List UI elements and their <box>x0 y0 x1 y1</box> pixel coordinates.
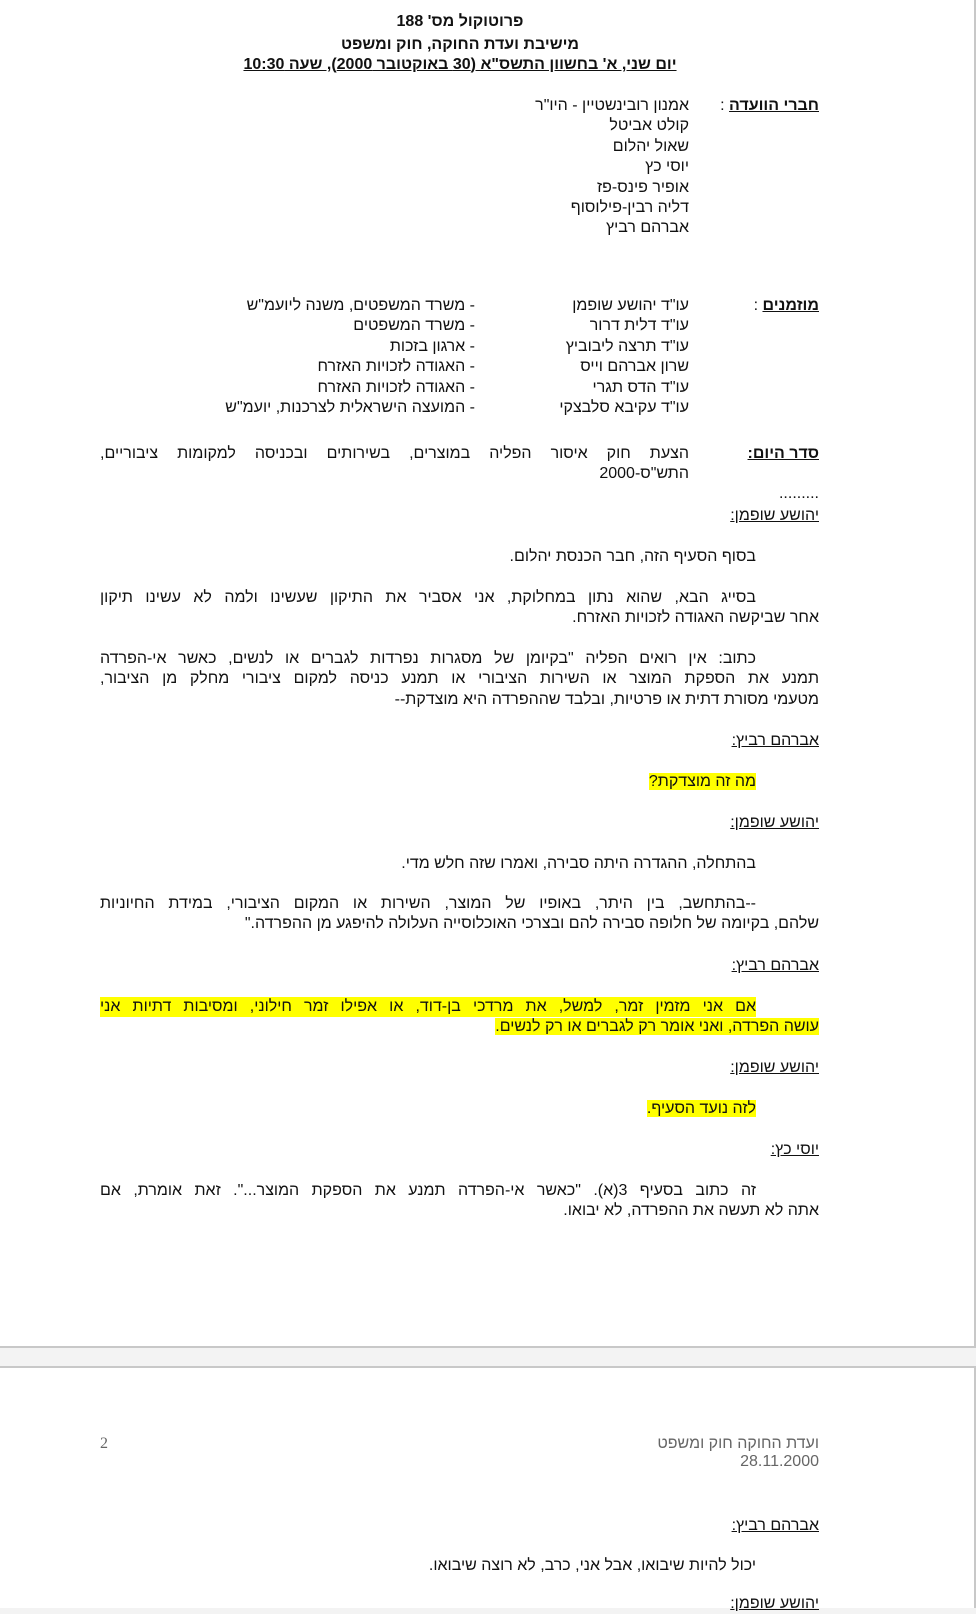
speaker-label: יהושע שופמן: <box>730 814 819 831</box>
page-number: 2 <box>100 1435 108 1452</box>
document-page-2 <box>0 1366 976 1612</box>
invitees-label-text: מוזמנים <box>762 297 819 314</box>
running-header-date: 28.11.2000 <box>740 1453 819 1470</box>
highlighted-text: לזה נועד הסעיף. <box>646 1100 756 1117</box>
speaker-label: אברהם רביץ: <box>731 1517 819 1534</box>
speech-text: אתה לא תעשה את ההפרדה, לא יבואו. <box>563 1202 819 1220</box>
speech-line <box>401 854 756 874</box>
speech-line <box>510 547 756 567</box>
speech-line <box>100 588 756 608</box>
speaker-label: יהושע שופמן: <box>730 1595 819 1612</box>
member-name: אברהם רביץ <box>606 219 689 237</box>
speaker-label: אברהם רביץ: <box>731 957 819 974</box>
speech-line <box>649 772 756 792</box>
member-name: קולט אביטל <box>609 117 689 135</box>
speech-text: אחר שביקשה האגודה לזכויות האזרח. <box>572 609 819 627</box>
protocol-title: פרוטוקול מס' 188 <box>396 13 524 30</box>
speech-text: זה כתוב בסעיף 3(א). "כאשר אי-הפרדה תמנע את הספקת המוצר...". זאת אומרת, אם <box>100 1182 756 1199</box>
speech-line <box>245 914 819 934</box>
speech-line <box>563 1201 819 1221</box>
speech-line <box>100 649 756 669</box>
members-label: חברי הוועדה : <box>720 97 819 114</box>
meeting-subtitle: מישיבת ועדת החוקה, חוק ומשפט <box>340 36 580 53</box>
speech-paragraph: יכול להיות שיבואו, אבל אני, כרב, לא רוצה שיבואו. <box>428 1557 756 1574</box>
member-name: אופיר פינס-פז <box>597 178 689 196</box>
speech-text: תמנע את הספקת המוצר או השירות הציבורי או תמנע כניסה למקום ציבורי מחלק מן הציבור, <box>100 670 819 688</box>
speech-text: --בהתחשב, בין היתר, באופיו של המוצר, השירות או המקום הציבורי, במידת החיוניות <box>100 895 756 912</box>
speech-line <box>395 690 819 710</box>
ellipsis: ......... <box>778 485 819 502</box>
invitee-organization: - האגודה לזכויות האזרח <box>317 378 475 396</box>
speaker-label: יהושע שופמן: <box>730 507 819 524</box>
speech-text: בסייג הבא, שהוא נתון במחלוקת, אני אסביר את התיקון שעשינו ולמה לא עשינו תיקון <box>100 589 756 606</box>
invitee-name: עו"ד יהושע שופמן <box>572 297 689 314</box>
speech-text: כתוב: אין רואים הפליה "בקיומן של מסגרות נפרדות לגברים או לנשים, כאשר אי-הפרדה <box>100 650 756 667</box>
speech-line <box>647 1099 756 1119</box>
speech-line <box>100 669 819 689</box>
invitee-organization: - האגודה לזכויות האזרח <box>317 358 475 376</box>
invitee-name: עו"ד עקיבא סלבצקי <box>559 399 689 416</box>
speaker-label: יהושע שופמן: <box>730 1059 819 1076</box>
speech-text: מטעמי מסורת דתית או פרטיות, ובלבד שההפרדה היא מוצדקת-- <box>394 690 819 708</box>
speech-text: בסוף הסעיף הזה, חבר הכנסת יהלום. <box>509 548 756 565</box>
invitee-organization: - ארגון בזכות <box>389 337 475 355</box>
invitees-label: מוזמנים : <box>753 297 819 314</box>
agenda-label: סדר היום: <box>747 445 819 462</box>
invitee-name: עו"ד הדס תגרי <box>592 378 689 396</box>
running-header-title: ועדת החוקה חוק ומשפט <box>657 1435 819 1452</box>
speech-text: בהתחלה, ההגדרה היתה סבירה, ואמרו שזה חלש מדי. <box>401 855 756 872</box>
speaker-label: אברהם רביץ: <box>731 732 819 749</box>
invitee-organization: - משרד המשפטים <box>353 317 475 335</box>
member-name: שאול יהלום <box>612 137 689 155</box>
invitee-organization: - משרד המשפטים, משנה ליועמ"ש <box>246 297 475 314</box>
speech-line <box>100 1181 756 1201</box>
meeting-date: יום שני, א' בחשוון התשס"א (30 באוקטובר 2000), שעה 10:30 <box>243 56 677 73</box>
member-name: יוסי כץ <box>645 158 689 176</box>
speaker-label: יוסי כץ: <box>770 1141 819 1158</box>
speech-text: שלהם, בקיומה של חלופה סבירה להם ובצרכי האוכלוסייה העלולה להיפגע מן ההפרדה." <box>244 915 819 933</box>
invitee-organization: - המועצה הישראלית לצרכנות, יועמ"ש <box>225 399 475 416</box>
speech-line <box>100 894 756 914</box>
invitee-name: עו"ד דלית דרור <box>589 317 689 335</box>
agenda-line-2: התש"ס-2000 <box>599 465 689 482</box>
member-name: דליה רבין-פילוסוף <box>570 199 689 216</box>
members-label-text: חברי הוועדה <box>729 97 819 114</box>
highlighted-text: אם אני מזמין זמר, למשל, את מרדכי בן-דוד, או אפילו זמר חילוני, ומסיבות דתיות אני <box>100 998 756 1015</box>
highlighted-text: עושה הפרדה, ואני אומר רק לגברים או רק לנשים. <box>495 1018 819 1036</box>
agenda-line-1: הצעת חוק איסור הפליה במוצרים, בשירותים ובכניסה למקומות ציבוריים, <box>100 445 689 462</box>
member-name: אמנון רובינשטיין - היו"ר <box>535 97 689 114</box>
highlighted-text: מה זה מוצדקת? <box>648 773 756 790</box>
invitee-name: עו"ד תרצה ליבוביץ <box>565 337 689 355</box>
speech-line <box>572 608 819 628</box>
speech-line <box>495 1017 819 1037</box>
speech-line <box>100 997 756 1017</box>
invitee-name: שרון אברהם וייס <box>580 358 689 376</box>
